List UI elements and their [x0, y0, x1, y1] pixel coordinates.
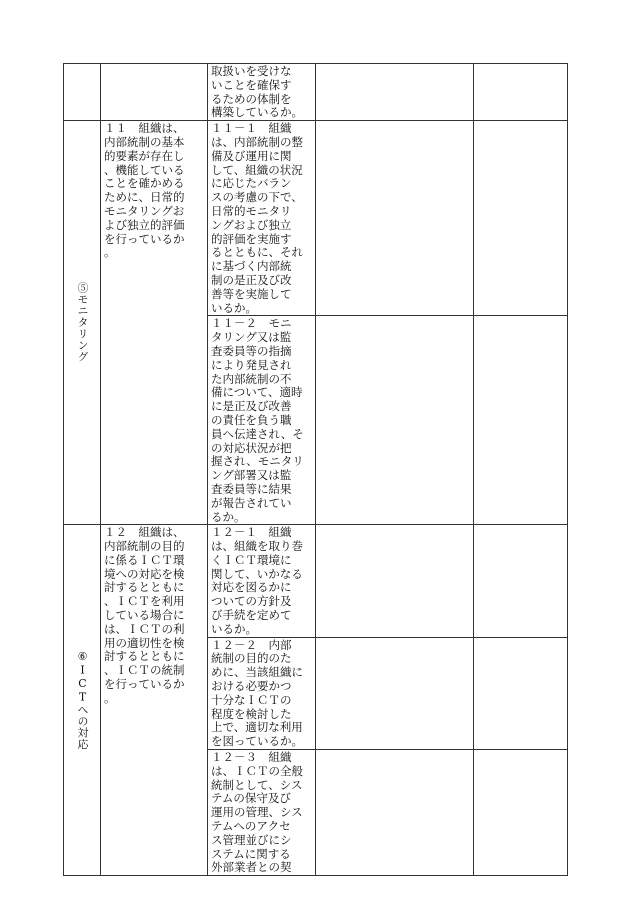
table-row: [64, 525, 568, 637]
sub-item-cell: [208, 750, 316, 876]
item-cell: [101, 64, 208, 121]
response-cell: [316, 316, 474, 525]
remarks-cell: [474, 637, 568, 749]
response-cell: [316, 637, 474, 749]
category-label: ⑥ICTへの対応: [76, 650, 89, 751]
sub-item-cell: [208, 525, 316, 637]
category-label: ⑤モニタリング: [76, 282, 89, 363]
internal-control-checklist-table: [63, 63, 568, 876]
item-text: １２ 組織は、 内部統制の目的 に係るＩＣＴ環 境への対応を検 討するとともに 、ＩＣＴを利用 している場合に は、ＩＣＴの利 用の適切性を検 討するとともに 、ＩＣＴの統制 を行っているか 。: [104, 525, 185, 705]
sub-item-cell: [208, 637, 316, 749]
response-cell: [316, 525, 474, 637]
sub-item-cell: [208, 121, 316, 316]
sub-item-text: 取扱いを受けな いことを確保す るための体制を 構築しているか。: [211, 64, 303, 120]
remarks-cell: [474, 64, 568, 121]
sub-item-text: １１－２ モニ タリング又は監 査委員等の指摘 により発見され た内部統制の不 備について、適時 に是正及び改善 の責任を負う職 員へ伝達され、そ の対応状況が把 握され、モニタリ ング部署又は監 査委員等に結果 が報告されてい るか。: [211, 316, 304, 524]
category-cell: [64, 64, 101, 121]
remarks-cell: [474, 121, 568, 316]
sub-item-cell: [208, 316, 316, 525]
sub-item-text: １２－３ 組織 は、ＩＣＴの全般 統制として、シス テムの保守及び 運用の管理、シス テムへのアクセ ス管理並びにシ ステムに関する 外部業者との契: [211, 750, 303, 875]
category-cell-monitoring: [64, 121, 101, 525]
category-cell-ict: [64, 525, 101, 876]
sub-item-text: １１－１ 組織 は、内部統制の整 備及び運用に関 して、組織の状況 に応じたバラン スの考慮の下で、 日常的モニタリ ングおよび独立 的評価を実施す るとともに、それ に基づく内部統 制の是正及び改 善等を実施して いるか。: [211, 121, 303, 315]
sub-item-cell: [208, 64, 316, 121]
table-row: [64, 64, 568, 121]
remarks-cell: [474, 316, 568, 525]
response-cell: [316, 750, 474, 876]
table-row: [64, 121, 568, 316]
sub-item-text: １２－１ 組織 は、組織を取り巻 くＩＣＴ環境に 関して、いかなる 対応を図るかに ついての方針及 び手続を定めて いるか。: [211, 525, 303, 636]
remarks-cell: [474, 525, 568, 637]
response-cell: [316, 121, 474, 316]
response-cell: [316, 64, 474, 121]
remarks-cell: [474, 750, 568, 876]
item-cell: [101, 121, 208, 525]
item-cell: [101, 525, 208, 876]
item-text: １１ 組織は、 内部統制の基本 的要素が存在し 、機能している ことを確かめる ために、日常的 モニタリングお よび独立的評価 を行っているか 。: [104, 121, 185, 260]
sub-item-text: １２－２ 内部 統制の目的のた めに、当該組織に おける必要かつ 十分なＩＣＴの 程度を検討した 上で、適切な利用 を図っているか。: [211, 637, 303, 749]
